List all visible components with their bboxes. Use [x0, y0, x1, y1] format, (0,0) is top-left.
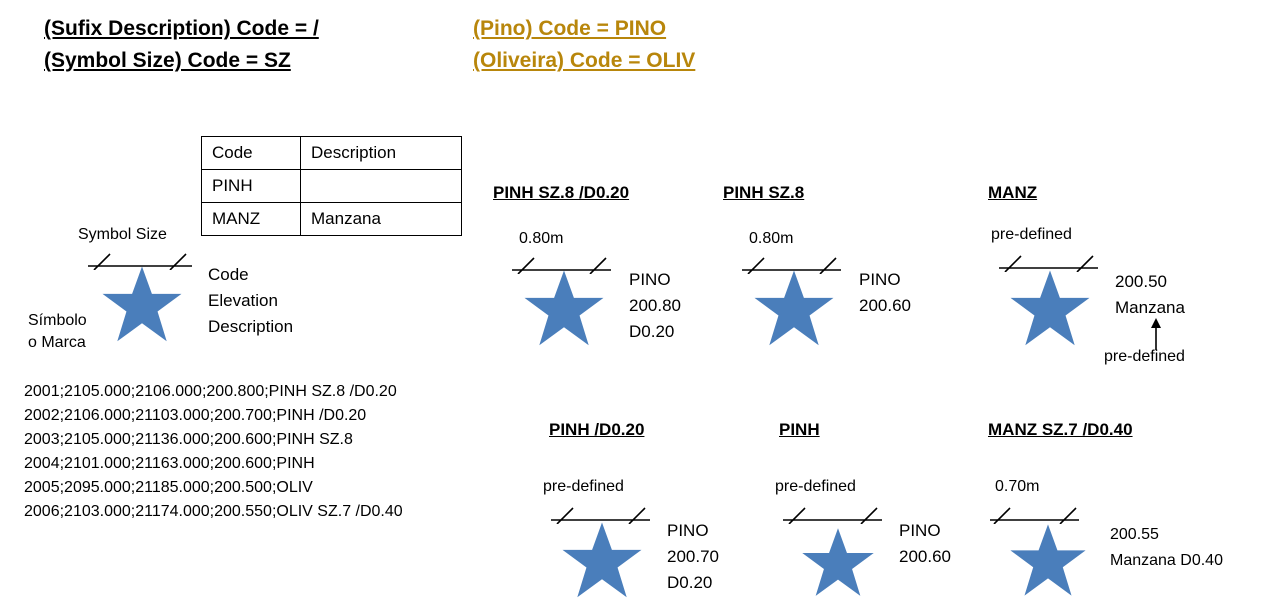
example-text-4-line1: PINO [667, 521, 709, 540]
example-title-4: PINH /D0.20 [549, 420, 645, 439]
example-title-3: MANZ [988, 183, 1038, 202]
example-title-1: PINH SZ.8 /D0.20 [493, 183, 630, 202]
example-text-4-line2: 200.70 [667, 547, 719, 566]
example-dim-label-4: pre-defined [543, 478, 624, 495]
data-line: 2004;2101.000;21163.000;200.600;PINH [24, 455, 315, 472]
example-dim-label-1: 0.80m [519, 230, 564, 247]
example-dim-label-6: 0.70m [995, 478, 1040, 495]
example-text-3-line1: 200.50 [1115, 272, 1167, 291]
data-line: 2006;2103.000;21174.000;200.550;OLIV SZ.7 /D0.40 [24, 503, 403, 520]
table-header-row [202, 137, 462, 170]
example-text-5-line2: 200.60 [899, 547, 951, 566]
example-dim-label-2: 0.80m [749, 230, 794, 247]
example-dimension-line-6 [988, 500, 1083, 524]
legend-star-symbol [100, 264, 184, 348]
example-text-6-line1: 200.55 [1110, 526, 1159, 543]
legend-simbolo-line2: o Marca [28, 334, 86, 351]
example-star-1 [522, 268, 606, 352]
table-header-description: Description [301, 137, 462, 170]
data-line: 2005;2095.000;21185.000;200.500;OLIV [24, 479, 313, 496]
table-row [202, 170, 462, 203]
example-title-6: MANZ SZ.7 /D0.40 [988, 420, 1133, 439]
data-lines-block [24, 380, 403, 524]
example-dim-label-3: pre-defined [991, 226, 1072, 243]
legend-symbol-size-label: Symbol Size [78, 226, 167, 243]
example-text-5-line1: PINO [899, 521, 941, 540]
example-title-2: PINH SZ.8 [723, 183, 805, 202]
table-row [202, 203, 462, 236]
heading-symbol-size: (Symbol Size) Code = SZ [44, 49, 291, 72]
data-line: 2003;2105.000;21136.000;200.600;PINH SZ.8 [24, 431, 353, 448]
example-text-2-line2: 200.60 [859, 296, 911, 315]
example-text-3-line2: Manzana [1115, 298, 1185, 317]
table-header-code: Code [202, 137, 301, 170]
example-title-5: PINH [779, 420, 820, 439]
example-text-1-line2: 200.80 [629, 296, 681, 315]
legend-simbolo-line1: Símbolo [28, 312, 87, 329]
heading-oliveira-code: (Oliveira) Code = OLIV [473, 49, 696, 72]
example-text-2-line1: PINO [859, 270, 901, 289]
legend-attr-elevation: Elevation [208, 291, 278, 310]
example-dim-label-5: pre-defined [775, 478, 856, 495]
legend-attr-code: Code [208, 265, 249, 284]
example-text-1-line1: PINO [629, 270, 671, 289]
heading-pino-code: (Pino) Code = PINO [473, 17, 667, 40]
table-cell-code: PINH [202, 170, 301, 203]
example-star-3 [1008, 268, 1092, 352]
example-star-4 [560, 520, 644, 604]
example-dimension-line-5 [781, 500, 886, 524]
heading-sufix-description: (Sufix Description) Code = / [44, 17, 319, 40]
example-text-4-line3: D0.20 [667, 573, 713, 592]
data-line: 2001;2105.000;2106.000;200.800;PINH SZ.8 /D0.20 [24, 383, 397, 400]
example-text-6-line2: Manzana D0.40 [1110, 552, 1223, 569]
data-line: 2002;2106.000;21103.000;200.700;PINH /D0.20 [24, 407, 367, 424]
example-star-5 [800, 526, 876, 602]
legend-attr-description: Description [208, 317, 294, 336]
example-star-2 [752, 268, 836, 352]
table-cell-description: Manzana [301, 203, 462, 236]
example-star-6 [1008, 522, 1088, 602]
example-footnote-3: pre-defined [1104, 348, 1185, 365]
example-text-1-line3: D0.20 [629, 322, 675, 341]
table-cell-description [301, 170, 462, 203]
table-cell-code: MANZ [202, 203, 301, 236]
code-table [201, 136, 462, 236]
